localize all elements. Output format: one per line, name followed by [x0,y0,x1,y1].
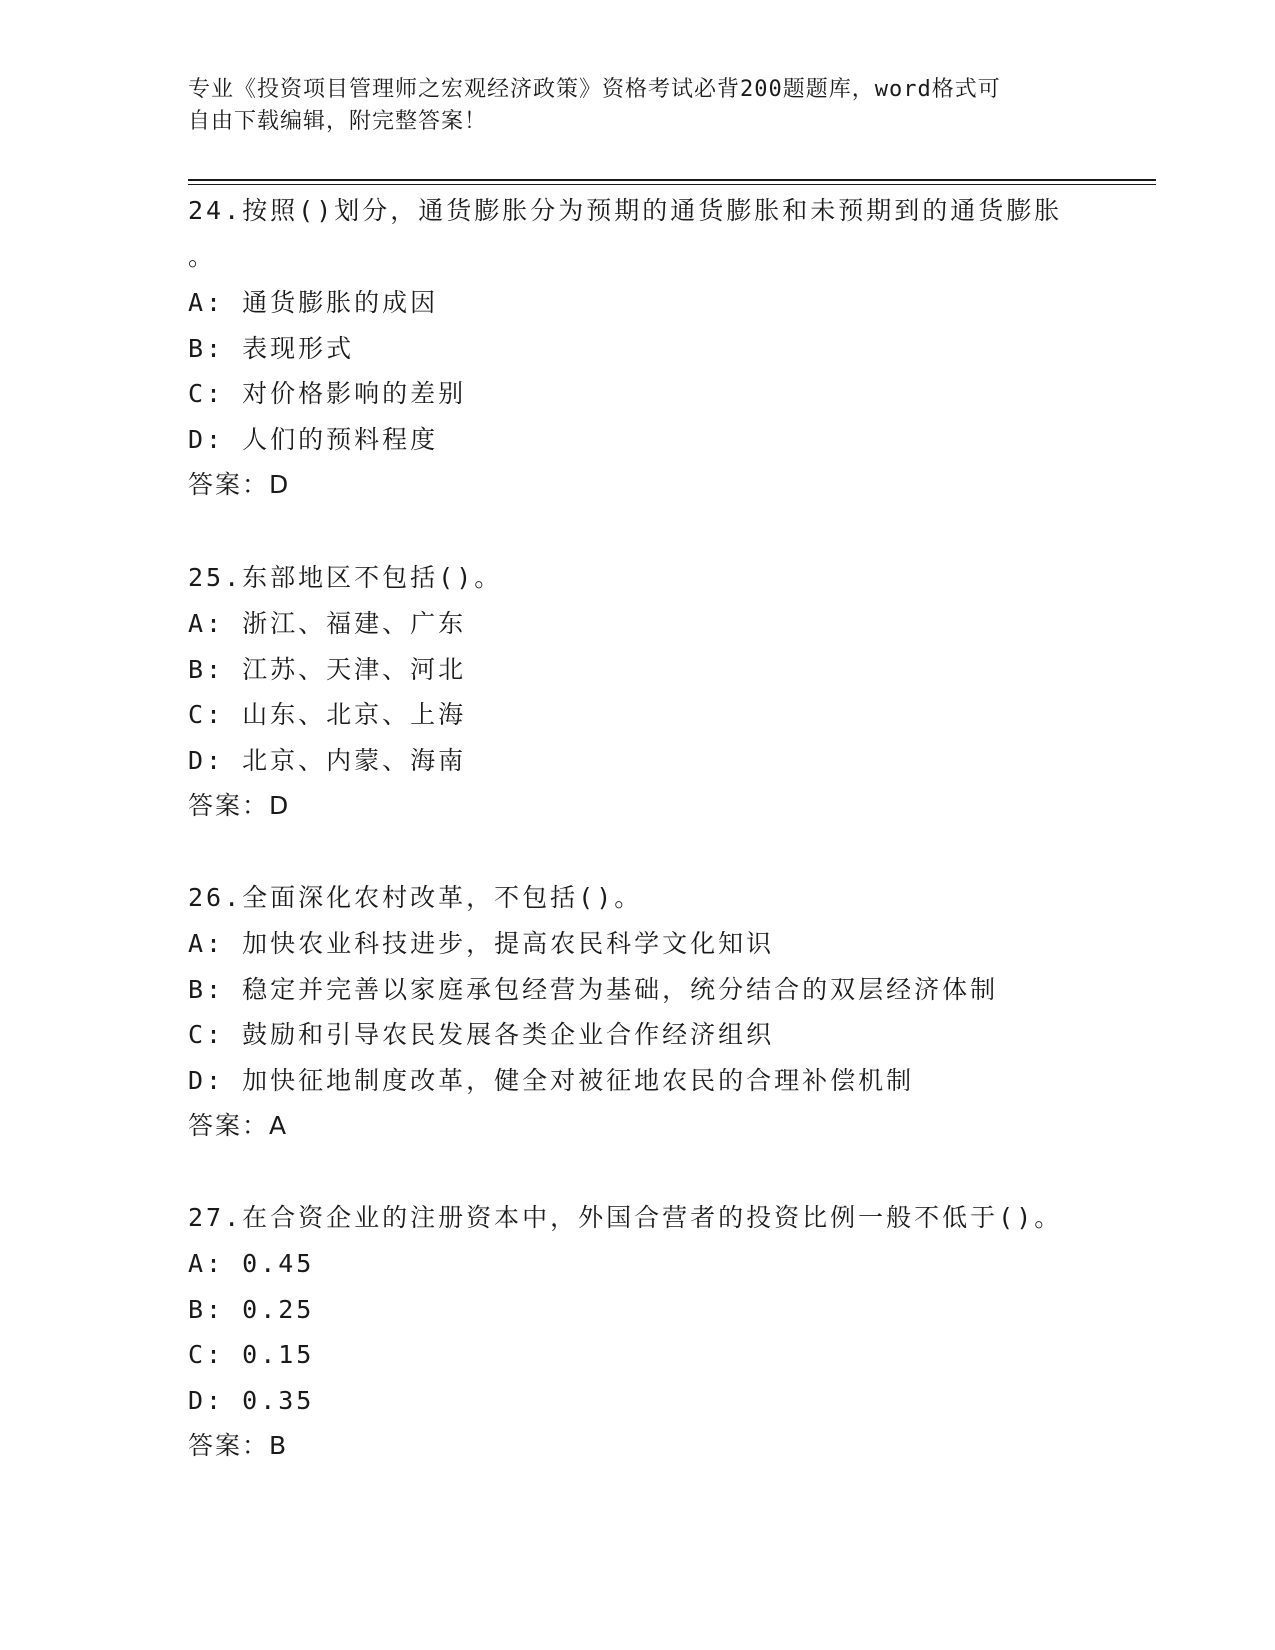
option-a: A: 0.45 [188,1249,315,1278]
answer-value: D [269,470,290,499]
question-title: 27.在合资企业的注册资本中，外国合营者的投资比例一般不低于()。 [188,1203,1063,1232]
document-header [188,74,1068,138]
question-title: 25.东部地区不包括()。 [188,563,503,592]
answer-value: A [269,1111,288,1140]
header-line-2: 自由下载编辑，附完整答案！ [188,109,488,134]
header-divider-thick [188,179,1156,181]
question-title-continued: 。 [188,242,217,271]
answer-value: D [269,791,290,820]
option-a: A: 加快农业科技进步，提高农民科学文化知识 [188,929,775,958]
answer-line [188,462,1148,508]
question-24 [188,188,1148,508]
question-title: 26.全面深化农村改革，不包括()。 [188,883,643,912]
option-c: C: 0.15 [188,1340,315,1369]
option-b: B: 0.25 [188,1294,315,1324]
option-d: D: 加快征地制度改革，健全对被征地农民的合理补偿机制 [188,1065,915,1095]
option-d: D: 0.35 [188,1385,315,1415]
answer-line [188,783,1148,829]
header-divider-thin [188,184,1156,185]
option-b: B: 稳定并完善以家庭承包经营为基础，统分结合的双层经济体制 [188,974,999,1004]
option-a: A: 通货膨胀的成因 [188,288,439,317]
option-a: A: 浙江、福建、广东 [188,609,467,638]
question-25 [188,555,1148,829]
question-title: 24.按照()划分，通货膨胀分为预期的通货膨胀和未预期到的通货膨胀 [188,196,1063,225]
question-26 [188,875,1148,1149]
option-b: B: 表现形式 [188,333,355,363]
answer-label: 答案： [188,1111,270,1140]
answer-label: 答案： [188,791,270,820]
option-b: B: 江苏、天津、河北 [188,654,467,684]
option-c: C: 山东、北京、上海 [188,700,467,729]
header-line-1: 专业《投资项目管理师之宏观经济政策》资格考试必背200题题库，word格式可 [188,77,1001,102]
answer-line [188,1103,1148,1149]
option-d: D: 人们的预料程度 [188,424,439,454]
answer-value: B [269,1431,288,1460]
option-d: D: 北京、内蒙、海南 [188,745,467,775]
answer-line [188,1423,1148,1469]
option-c: C: 鼓励和引导农民发展各类企业合作经济组织 [188,1020,775,1049]
answer-label: 答案： [188,1431,270,1460]
option-c: C: 对价格影响的差别 [188,379,467,408]
answer-label: 答案： [188,470,270,499]
question-27 [188,1195,1148,1469]
